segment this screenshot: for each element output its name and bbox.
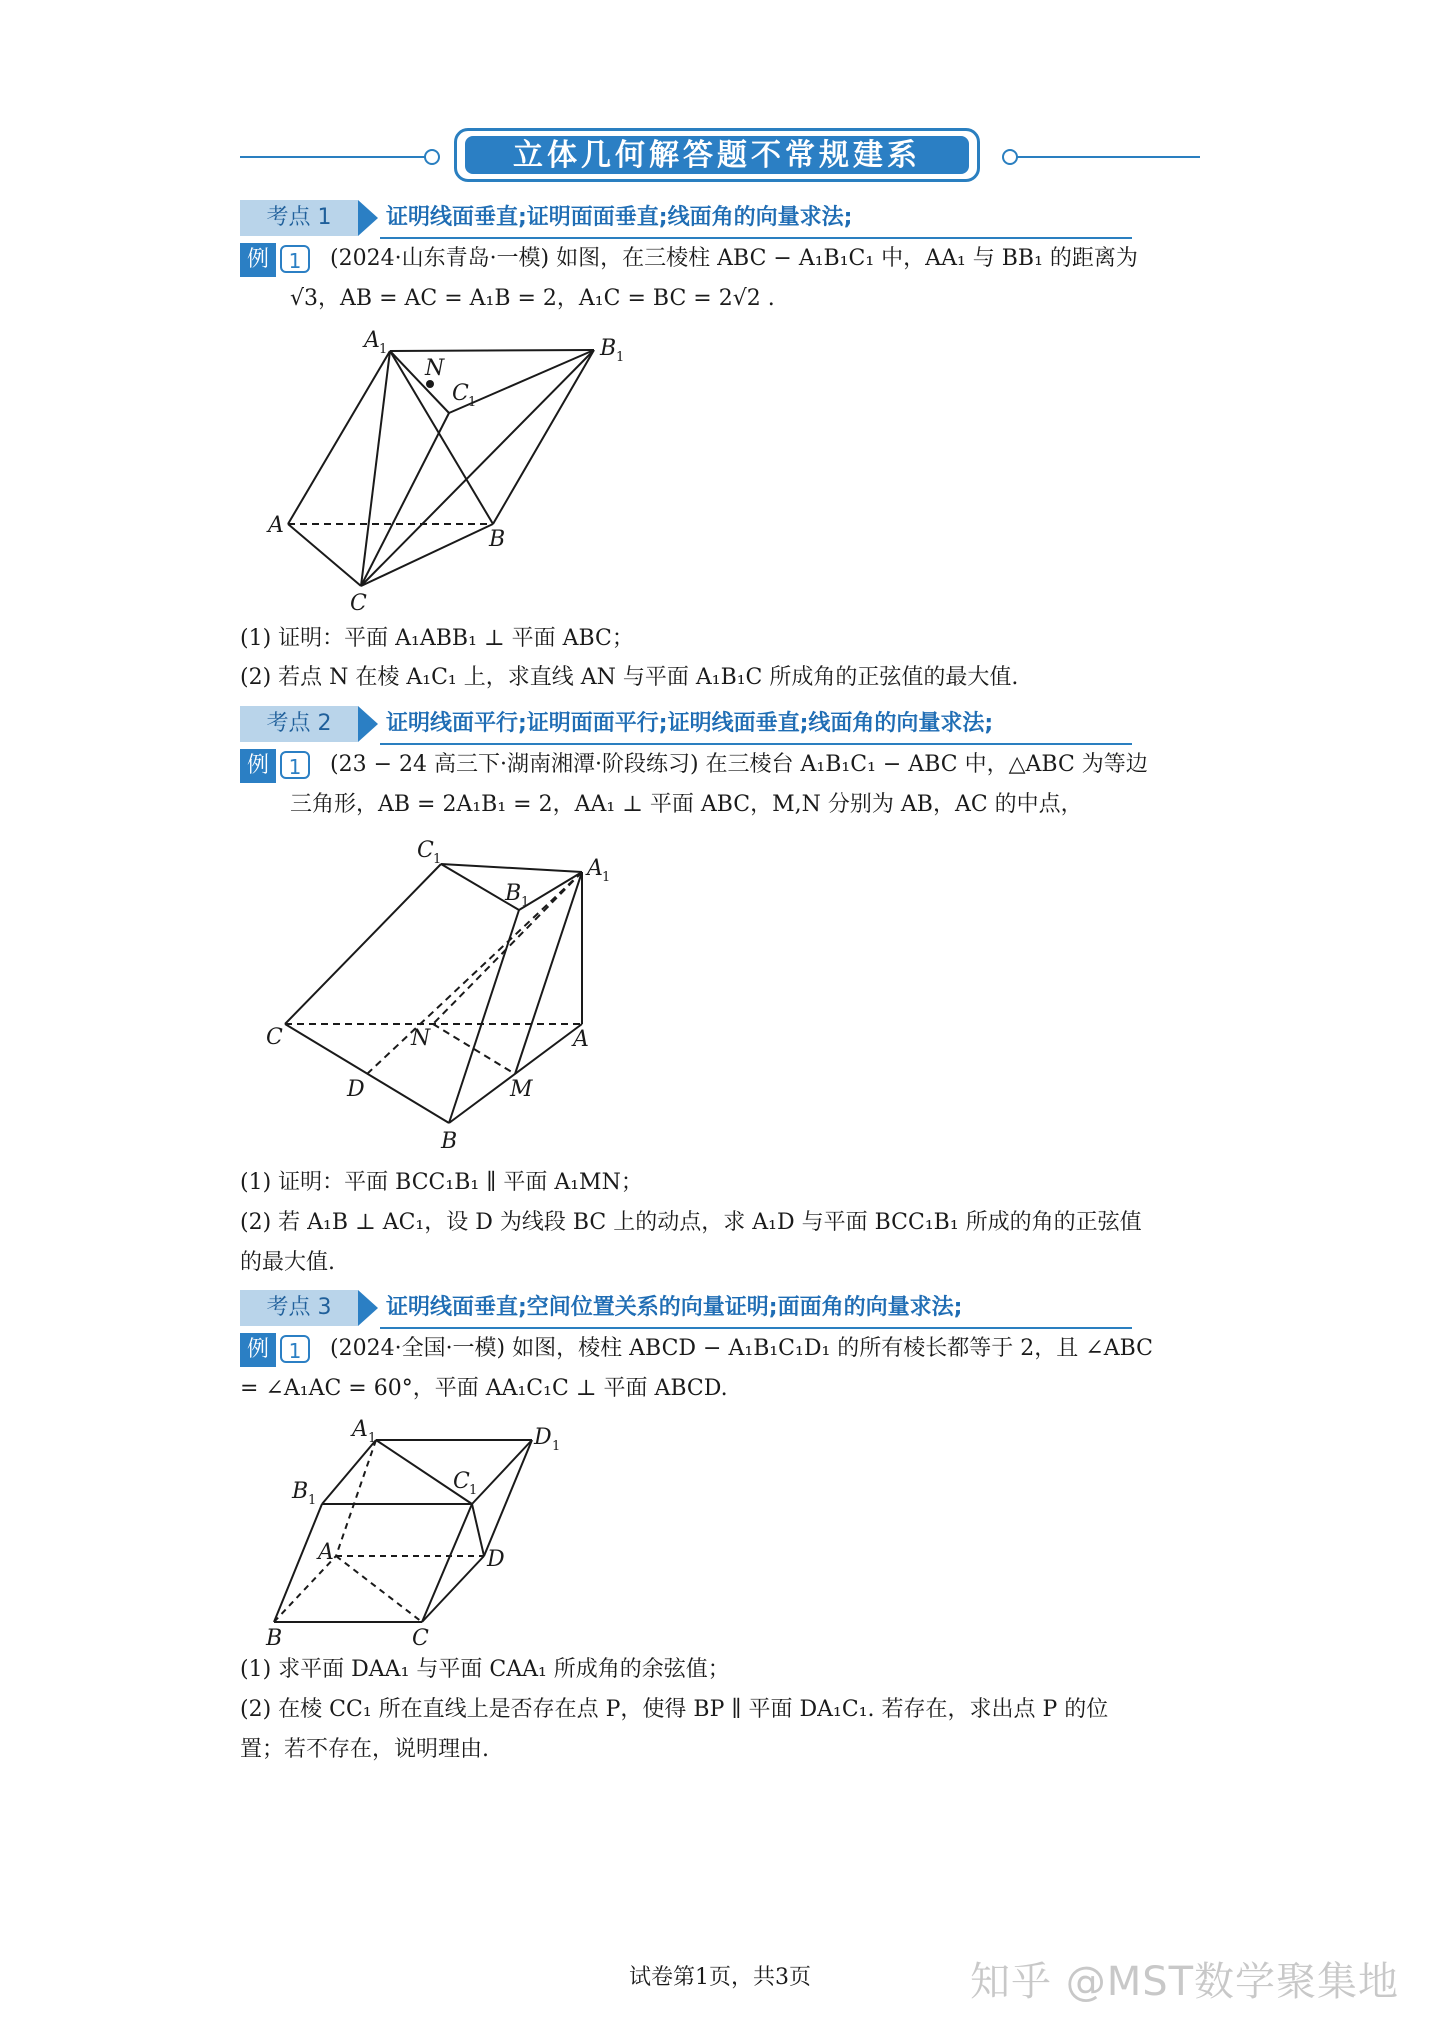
page-footer: 试卷第1页，共3页 <box>629 1965 811 1990</box>
title-right-dot <box>1002 149 1018 165</box>
s2-question-2a: (2) 若 A₁B ⊥ AC₁，设 D 为线段 BC 上的动点，求 A₁D 与平面 BCC₁B₁ 所成的角的正弦值 <box>240 1210 1142 1235</box>
title-banner <box>240 128 1200 186</box>
label-A1-sub: 1 <box>368 1431 377 1446</box>
topic-arrow-2 <box>358 706 378 742</box>
watermark: 知乎 @MST数学聚集地 <box>970 1959 1400 2005</box>
s2-question-2b: 的最大值. <box>240 1250 335 1275</box>
title-right-rule <box>1014 156 1200 158</box>
figure-prism-1 <box>240 320 660 620</box>
s3-question-2a: (2) 在棱 CC₁ 所在直线上是否存在点 P，使得 BP ∥ 平面 DA₁C₁. 若存在，求出点 P 的位 <box>240 1697 1109 1722</box>
topic-text-2: 证明线面平行;证明面面平行;证明线面垂直;线面角的向量求法; <box>386 711 994 736</box>
label-A: A <box>318 1540 334 1565</box>
figure-frustum-2 <box>240 830 660 1160</box>
title-left-rule <box>240 156 426 158</box>
topic-bar-2 <box>240 706 1132 744</box>
topic-rule-2 <box>380 743 1132 745</box>
label-A1-letter: A <box>364 328 380 353</box>
label-C: C <box>350 591 367 616</box>
topic-bar-3 <box>240 1290 1132 1328</box>
s2-stem-line2: 三角形，AB = 2A₁B₁ = 2，AA₁ ⊥ 平面 ABC，M,N 分别为 AB，AC 的中点， <box>290 792 1083 817</box>
label-D: D <box>487 1547 505 1572</box>
topic-tag-2: 考点 2 <box>240 706 358 742</box>
label-B1-letter: B <box>600 336 617 361</box>
s3-stem-line1: (2024·全国·一模) 如图，棱柱 ABCD − A₁B₁C₁D₁ 的所有棱长都等于 2，且 ∠ABC <box>330 1336 1153 1361</box>
topic-rule-1 <box>380 237 1132 239</box>
label-C1-sub: 1 <box>469 1483 478 1498</box>
label-A: A <box>573 1027 589 1052</box>
label-D: D <box>347 1077 365 1102</box>
s3-question-1: (1) 求平面 DAA₁ 与平面 CAA₁ 所成角的余弦值； <box>240 1657 730 1682</box>
topic-rule-3 <box>380 1327 1132 1329</box>
label-D1-sub: 1 <box>552 1439 561 1454</box>
topic-text-1: 证明线面垂直;证明面面垂直;线面角的向量求法; <box>386 205 853 230</box>
label-A1-sub: 1 <box>602 870 611 885</box>
example-number: 1 <box>280 751 310 779</box>
label-B1-letter: B <box>292 1479 309 1504</box>
label-B1-sub: 1 <box>521 895 530 910</box>
page-title: 立体几何解答题不常规建系 <box>465 136 969 174</box>
s2-question-1: (1) 证明：平面 BCC₁B₁ ∥ 平面 A₁MN； <box>240 1170 643 1195</box>
label-C1-sub: 1 <box>468 395 477 410</box>
label-D1-letter: D <box>534 1425 552 1450</box>
label-B: B <box>441 1129 458 1154</box>
point-n <box>426 380 434 388</box>
label-N: N <box>425 356 445 381</box>
title-frame <box>454 128 980 182</box>
s1-stem-line1: (2024·山东青岛·一模) 如图，在三棱柱 ABC − A₁B₁C₁ 中，AA₁ 与 BB₁ 的距离为 <box>330 246 1138 271</box>
example-number: 1 <box>280 245 310 273</box>
label-B: B <box>266 1626 283 1650</box>
topic-tag-3: 考点 3 <box>240 1290 358 1326</box>
label-C1-letter: C <box>417 838 434 863</box>
s1-question-1: (1) 证明：平面 A₁ABB₁ ⊥ 平面 ABC； <box>240 626 634 651</box>
s1-stem-line2: √3，AB = AC = A₁B = 2，A₁C = BC = 2√2 . <box>290 286 775 311</box>
s3-stem-line2: = ∠A₁AC = 60°，平面 AA₁C₁C ⊥ 平面 ABCD. <box>240 1376 728 1401</box>
s1-question-2: (2) 若点 N 在棱 A₁C₁ 上，求直线 AN 与平面 A₁B₁C 所成角的正弦值的最大值. <box>240 665 1019 690</box>
label-N: N <box>411 1026 431 1051</box>
example-tag: 例 <box>240 749 276 783</box>
figure-parallelepiped-3 <box>240 1410 600 1650</box>
topic-arrow-1 <box>358 200 378 236</box>
title-left-dot <box>424 149 440 165</box>
example-tag: 例 <box>240 1333 276 1367</box>
topic-tag-1: 考点 1 <box>240 200 358 236</box>
label-B1-letter: B <box>505 881 522 906</box>
label-C1-letter: C <box>452 381 469 406</box>
label-C1-sub: 1 <box>433 852 442 867</box>
label-A1-sub: 1 <box>379 342 388 357</box>
s3-question-2b: 置；若不存在，说明理由. <box>240 1737 489 1762</box>
label-C: C <box>266 1025 283 1050</box>
label-B1-sub: 1 <box>308 1493 317 1508</box>
label-A1-letter: A <box>352 1417 368 1442</box>
label-A: A <box>268 513 284 538</box>
label-M: M <box>510 1077 533 1102</box>
label-C: C <box>412 1626 429 1650</box>
topic-text-3: 证明线面垂直;空间位置关系的向量证明;面面角的向量求法; <box>386 1295 963 1320</box>
example-number: 1 <box>280 1335 310 1363</box>
label-B: B <box>489 527 506 552</box>
label-C1-letter: C <box>453 1469 470 1494</box>
topic-arrow-3 <box>358 1290 378 1326</box>
topic-bar-1 <box>240 200 1132 238</box>
s2-stem-line1: (23 − 24 高三下·湖南湘潭·阶段练习) 在三棱台 A₁B₁C₁ − ABC 中，△ABC 为等边 <box>330 752 1148 777</box>
label-A1-letter: A <box>587 856 603 881</box>
example-tag: 例 <box>240 243 276 277</box>
label-B1-sub: 1 <box>616 350 625 365</box>
